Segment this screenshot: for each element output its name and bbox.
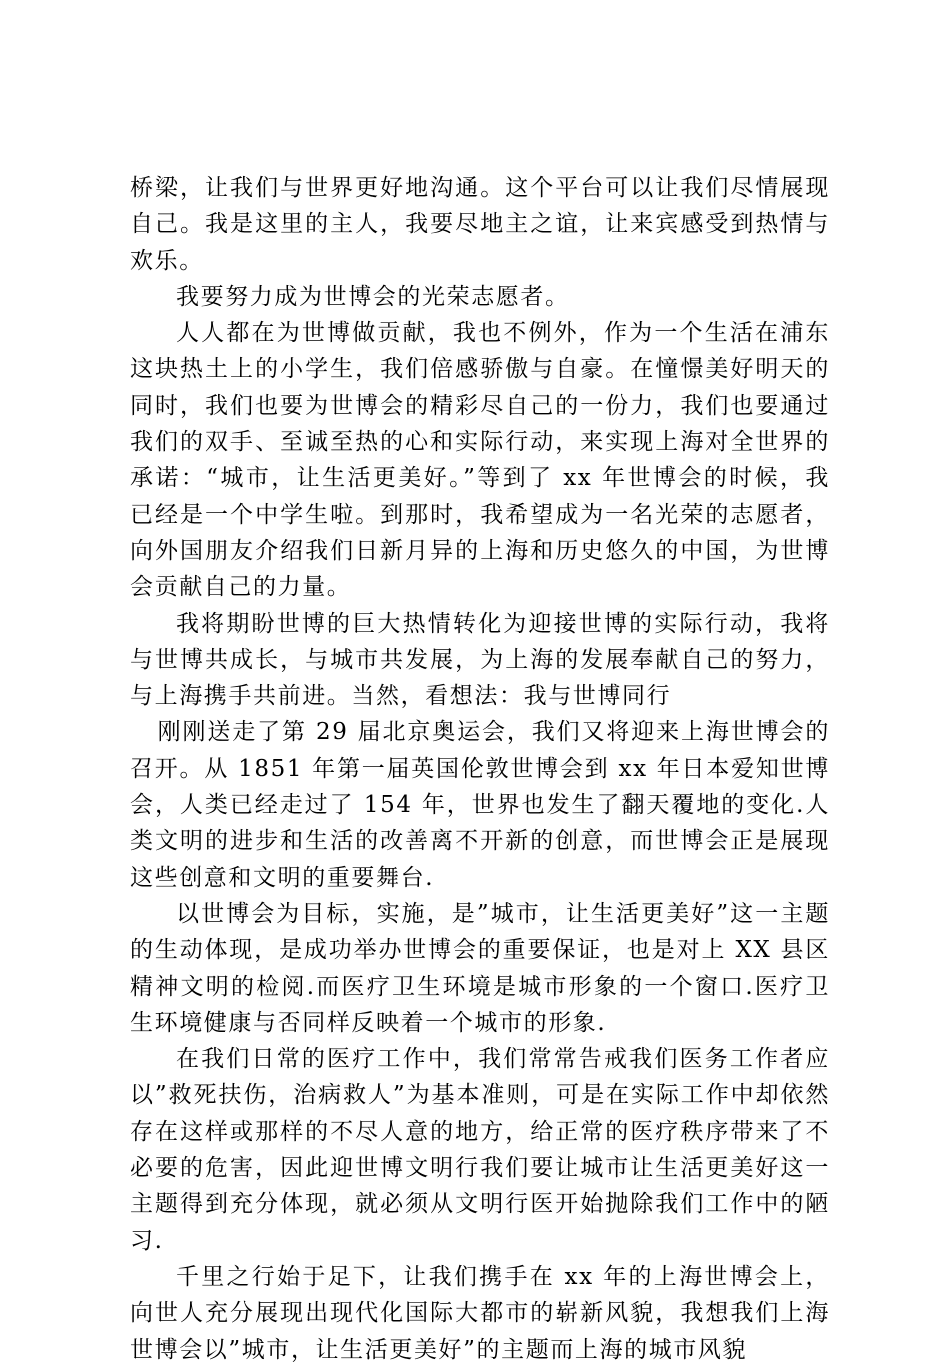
paragraph-volunteer-goal: 我要努力成为世博会的光荣志愿者。: [176, 283, 570, 310]
document-body: [130, 170, 830, 1368]
paragraph-medical-work: 在我们日常的医疗工作中，我们常常告戒我们医务工作者应以”救死扶伤，治病救人”为基本准则，可是在实际工作中却依然存在这样或那样的不尽人意的地方，给正常的医疗秩序带来了不必要的危害，因此迎世博文明行我们要让城市让生活更美好这一主题得到充分体现，就必须从文明行医开始抛除我们工作中的陋习.: [130, 1046, 830, 1254]
paragraph-theme: 以世博会为目标，实施，是”城市，让生活更美好”这一主题的生动体现，是成功举办世博会的重要保证，也是对上 XX 县区精神文明的检阅.而医疗卫生环境是城市形象的一个窗口.医疗卫生环境健康与否同样反映着一个城市的形象.: [130, 900, 830, 1036]
paragraph-journey: 千里之行始于足下，让我们携手在 xx 年的上海世博会上，向世人充分展现出现代化国际大都市的崭新风貌，我想我们上海世博会以”城市，让生活更美好”的主题而上海的城市风貌: [130, 1263, 830, 1363]
paragraph-expo-history: 刚刚送走了第 29 届北京奥运会，我们又将迎来上海世博会的召开。从 1851 年第一届英国伦敦世博会到 xx 年日本爱知世博会，人类已经走过了 154 年，世界也发生了翻天覆地的变化.人类文明的进步和生活的改善离不开新的创意，而世博会正是展现这些创意和文明的重要舞台.: [130, 719, 830, 891]
paragraph-enthusiasm: 我将期盼世博的巨大热情转化为迎接世博的实际行动，我将与世博共成长，与城市共发展，为上海的发展奉献自己的努力，与上海携手共前进。当然，看想法：我与世博同行: [130, 610, 830, 710]
paragraph-contribution: 人人都在为世博做贡献，我也不例外，作为一个生活在浦东这块热土上的小学生，我们倍感骄傲与自豪。在憧憬美好明天的同时，我们也要为世博会的精彩尽自己的一份力，我们也要通过我们的双手、至诚至热的心和实际行动，来实现上海对全世界的承诺：“城市，让生活更美好。”等到了 xx 年世博会的时候，我已经是一个中学生啦。到那时，我希望成为一名光荣的志愿者，向外国朋友介绍我们日新月异的上海和历史悠久的中国，为世博会贡献自己的力量。: [130, 320, 830, 601]
paragraph-continuation: 桥梁，让我们与世界更好地沟通。这个平台可以让我们尽情展现自己。我是这里的主人，我要尽地主之谊，让来宾感受到热情与欢乐。: [130, 175, 830, 274]
